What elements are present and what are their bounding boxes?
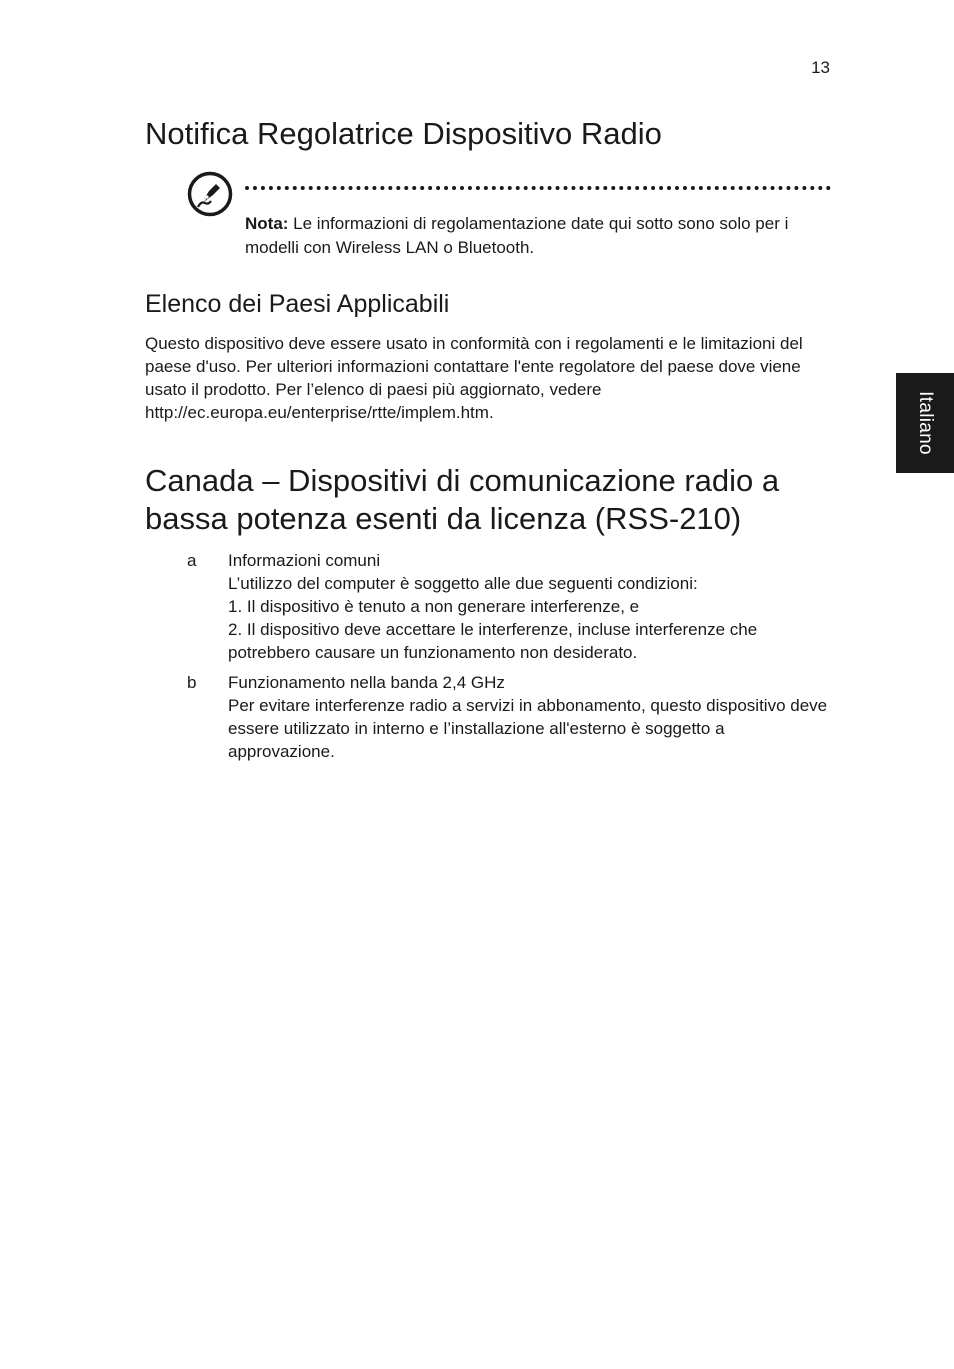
language-tab-label: Italiano bbox=[915, 391, 937, 455]
countries-paragraph: Questo dispositivo deve essere usato in conformità con i regolamenti e le limitazioni del paese d'uso. Per ulteriori informazioni contattare l'ente regolatore del paese dove viene usato il prodotto. Per l’elenco di paesi più aggiornato, vedere http://ec.europa.eu/enterprise/rtte/implem.htm. bbox=[145, 334, 803, 422]
section-title-canada: Canada – Dispositivi di comunicazione radio a bassa potenza esenti da licenza (RSS-210) bbox=[145, 463, 780, 536]
note-pen-icon bbox=[187, 171, 233, 217]
note-divider bbox=[245, 186, 831, 190]
list-marker: a bbox=[187, 551, 197, 570]
section-title-radio-notice: Notifica Regolatrice Dispositivo Radio bbox=[145, 116, 662, 151]
list-marker: b bbox=[187, 673, 197, 692]
list-item-heading: Funzionamento nella banda 2,4 GHz bbox=[228, 673, 505, 692]
page-number: 13 bbox=[811, 58, 830, 77]
section-title-countries: Elenco dei Paesi Applicabili bbox=[145, 290, 450, 318]
list-item-b bbox=[187, 671, 827, 766]
list-item-a bbox=[187, 549, 827, 665]
note-text bbox=[245, 212, 815, 260]
list-item-line: 1. Il dispositivo è tenuto a non generare interferenze, e bbox=[228, 597, 640, 616]
language-tab bbox=[896, 373, 954, 473]
list-item-heading: Informazioni comuni bbox=[228, 551, 381, 570]
note-body: Le informazioni di regolamentazione date qui sotto sono solo per i modelli con Wireless LAN o Bluetooth. bbox=[245, 214, 789, 257]
list-item-line: L’utilizzo del computer è soggetto alle due seguenti condizioni: bbox=[228, 574, 698, 593]
note-label: Nota: bbox=[245, 214, 289, 233]
list-item-line: Per evitare interferenze radio a servizi in abbonamento, questo dispositivo deve essere utilizzato in interno e l’installazione all'esterno è soggetto a approvazione. bbox=[228, 696, 828, 761]
list-item-line: 2. Il dispositivo deve accettare le interferenze, incluse interferenze che potrebbero causare un funzionamento non desiderato. bbox=[228, 620, 758, 662]
